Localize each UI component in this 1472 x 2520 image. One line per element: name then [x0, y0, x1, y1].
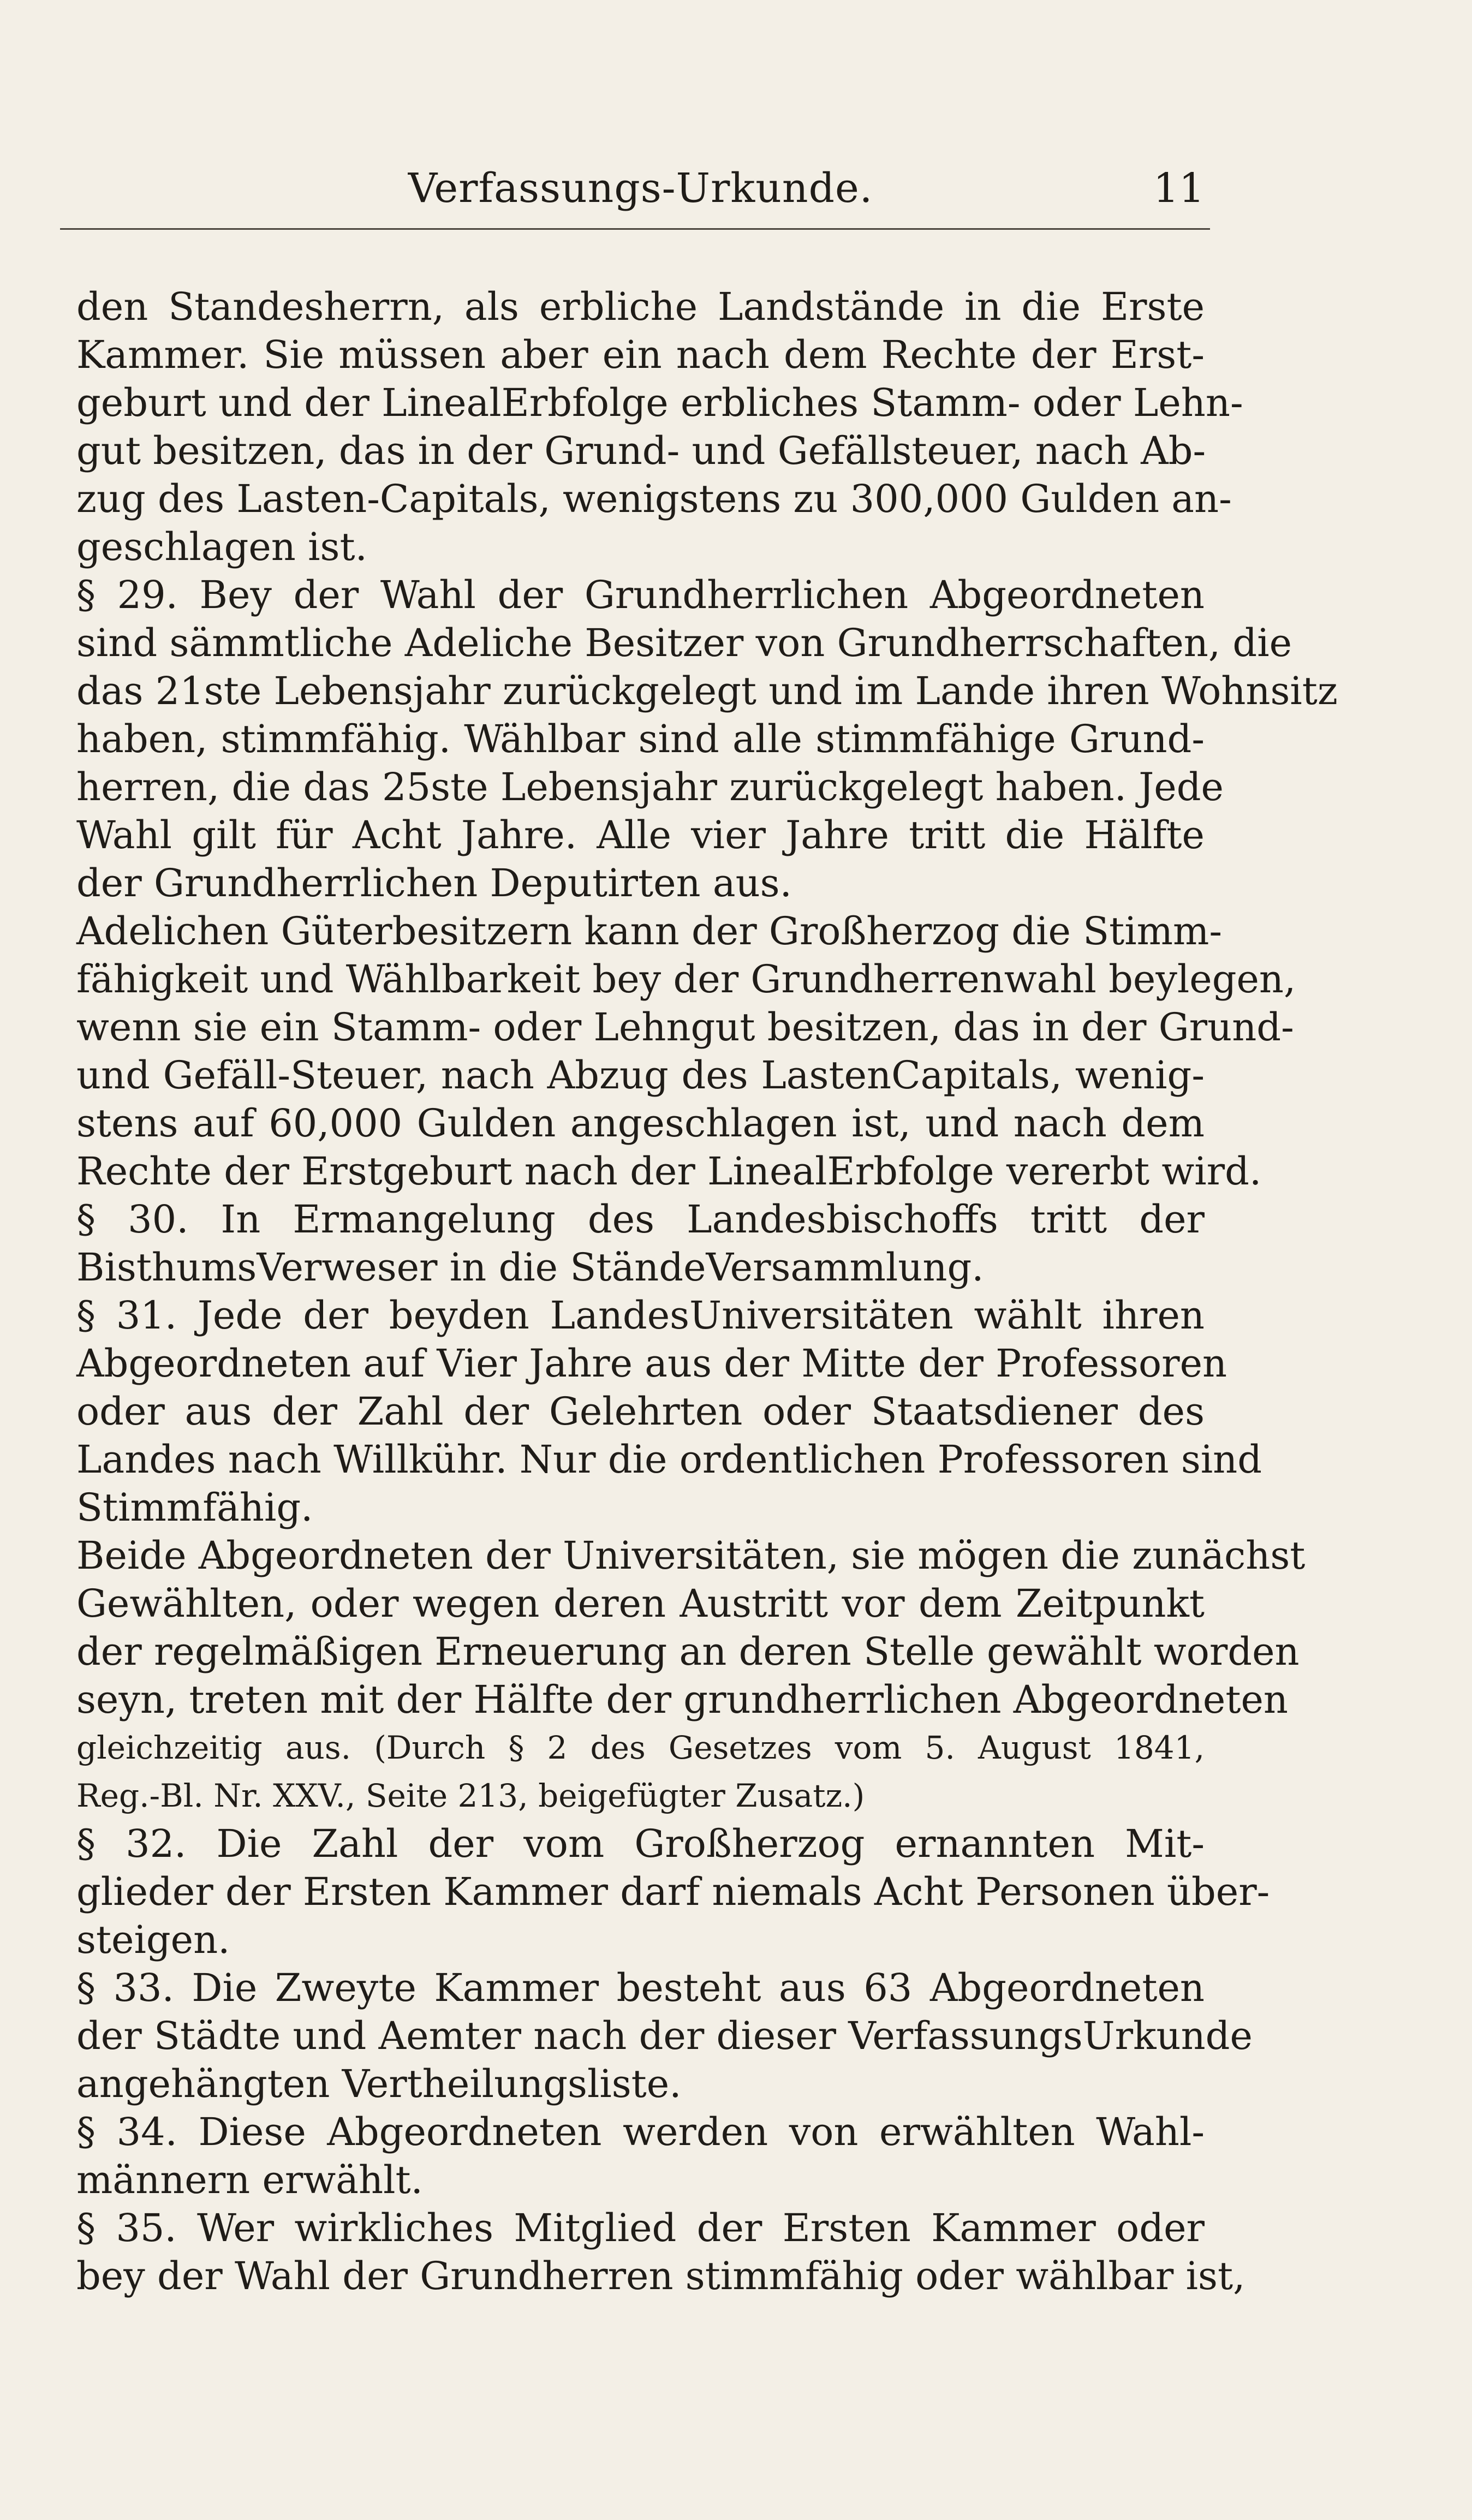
running-title: Verfassungs-Urkunde. — [408, 165, 873, 212]
text-line: herren, die das 25ste Lebensjahr zurückgelegt haben. Jede — [76, 765, 1224, 809]
text-line: § 31. Jede der beyden LandesUniversitäten wählt ihren — [76, 1293, 1205, 1338]
text-line: geschlagen ist. — [76, 525, 367, 569]
text-line: § 32. Die Zahl der vom Großherzog ernannten Mit- — [76, 1821, 1205, 1866]
text-line: männern erwählt. — [76, 2158, 423, 2202]
text-line: stens auf 60,000 Gulden angeschlagen ist, und nach dem — [76, 1101, 1205, 1146]
text-line: Kammer. Sie müssen aber ein nach dem Rechte der Erst- — [76, 332, 1205, 377]
text-line: § 34. Diese Abgeordneten werden von erwählten Wahl- — [76, 2110, 1205, 2154]
text-line: glieder der Ersten Kammer darf niemals Acht Personen über- — [76, 1869, 1270, 1914]
text-line: sind sämmtliche Adeliche Besitzer von Grundherrschaften, die — [76, 621, 1292, 665]
text-line: angehängten Vertheilungsliste. — [76, 2062, 682, 2106]
text-line: den Standesherrn, als erbliche Landstände in die Erste — [76, 284, 1205, 329]
text-line: gut besitzen, das in der Grund- und Gefällsteuer, nach Ab- — [76, 428, 1206, 473]
text-line: der Grundherrlichen Deputirten aus. — [76, 861, 792, 905]
body-text — [76, 283, 1338, 2300]
text-line: Reg.-Bl. Nr. XXV., Seite 213, beigefügter Zusatz.) — [76, 1777, 865, 1814]
text-line: § 29. Bey der Wahl der Grundherrlichen Abgeordneten — [76, 573, 1205, 617]
page-number: 11 — [1153, 165, 1205, 212]
text-line: Adelichen Güterbesitzern kann der Großherzog die Stimm- — [76, 909, 1223, 954]
text-line: das 21ste Lebensjahr zurückgelegt und im Lande ihren Wohnsitz — [76, 669, 1338, 713]
text-line: der regelmäßigen Erneuerung an deren Stelle gewählt worden — [76, 1629, 1300, 1674]
text-line: gleichzeitig aus. (Durch § 2 des Gesetzes vom 5. August 1841, — [76, 1729, 1205, 1766]
text-line: seyn, treten mit der Hälfte der grundherrlichen Abgeordneten — [76, 1677, 1288, 1722]
text-line: geburt und der LinealErbfolge erbliches Stamm- oder Lehn- — [76, 380, 1243, 425]
text-line: Wahl gilt für Acht Jahre. Alle vier Jahre tritt die Hälfte — [76, 813, 1205, 857]
text-line: und Gefäll-Steuer, nach Abzug des LastenCapitals, wenig- — [76, 1053, 1205, 1098]
text-line: bey der Wahl der Grundherren stimmfähig oder wählbar ist, — [76, 2254, 1245, 2298]
text-line: Beide Abgeordneten der Universitäten, sie mögen die zunächst — [76, 1533, 1306, 1578]
text-line: § 35. Wer wirkliches Mitglied der Ersten Kammer oder — [76, 2206, 1205, 2250]
text-line: Rechte der Erstgeburt nach der LinealErbfolge vererbt wird. — [76, 1149, 1262, 1194]
text-line: zug des Lasten-Capitals, wenigstens zu 300,000 Gulden an- — [76, 476, 1232, 521]
text-line: der Städte und Aemter nach der dieser VerfassungsUrkunde — [76, 2013, 1253, 2058]
text-line: Gewählten, oder wegen deren Austritt vor dem Zeitpunkt — [76, 1581, 1205, 1626]
header-rule — [60, 228, 1210, 230]
text-line: § 33. Die Zweyte Kammer besteht aus 63 Abgeordneten — [76, 1965, 1205, 2010]
running-head — [76, 158, 1205, 224]
text-line: Landes nach Willkühr. Nur die ordentlichen Professoren sind — [76, 1437, 1262, 1482]
text-line: oder aus der Zahl der Gelehrten oder Staatsdiener des — [76, 1389, 1205, 1434]
text-line: steigen. — [76, 1917, 230, 1962]
text-line: fähigkeit und Wählbarkeit bey der Grundherrenwahl beylegen, — [76, 957, 1296, 1002]
text-line: haben, stimmfähig. Wählbar sind alle stimmfähige Grund- — [76, 717, 1205, 761]
text-line: Stimmfähig. — [76, 1485, 313, 1530]
text-line: § 30. In Ermangelung des Landesbischoffs tritt der — [76, 1197, 1205, 1242]
text-line: wenn sie ein Stamm- oder Lehngut besitzen, das in der Grund- — [76, 1005, 1294, 1050]
text-line: Abgeordneten auf Vier Jahre aus der Mitte der Professoren — [76, 1341, 1227, 1386]
text-line: BisthumsVerweser in die StändeVersammlung. — [76, 1245, 984, 1290]
